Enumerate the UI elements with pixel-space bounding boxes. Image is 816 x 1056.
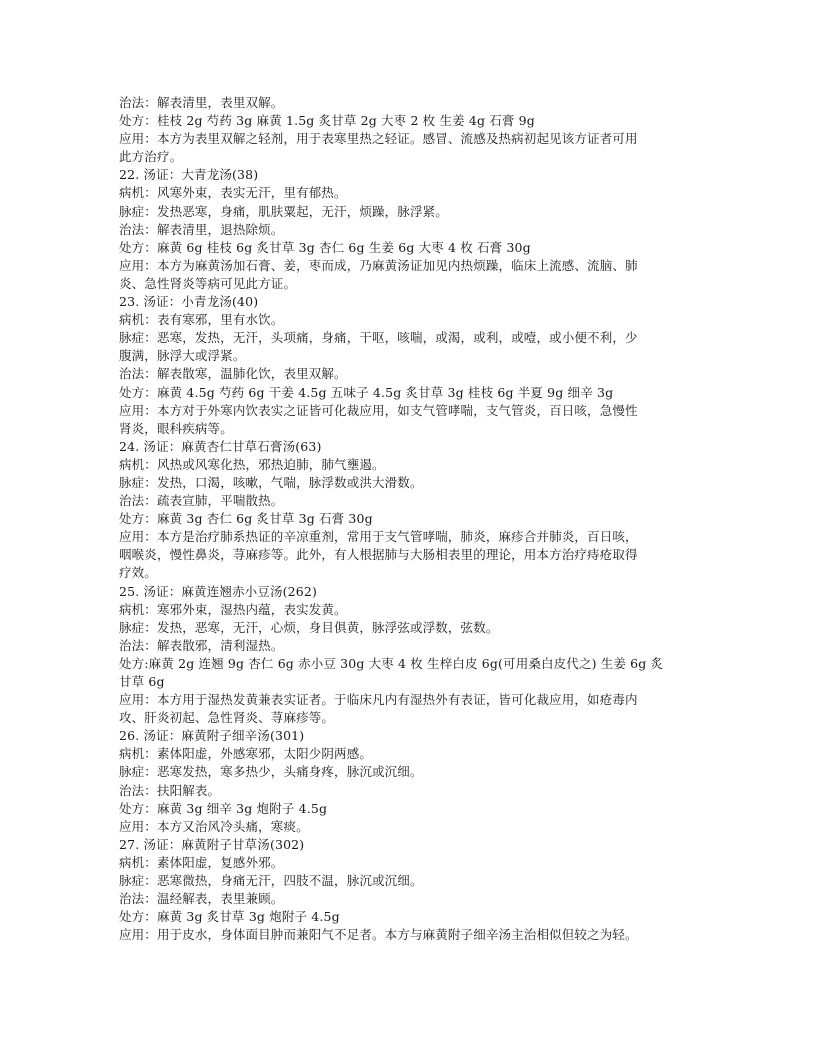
text-line: 应用：用于皮水，身体面目肿而兼阳气不足者。本方与麻黄附子细辛汤主治相似但较之为轻。: [119, 927, 638, 943]
text-line: 处方：麻黄 3g 细辛 3g 炮附子 4.5g: [119, 800, 328, 816]
text-line: 应用：本方是治疗肺系热证的辛凉重剂，常用于支气管哮喘，肺炎，麻疹合并肺炎，百日咳，: [119, 529, 638, 545]
text-line: 治法：疏表宣肺，平喘散热。: [119, 493, 284, 509]
text-line: 脉症：发热，口渴，咳嗽，气喘，脉浮数或洪大滑数。: [119, 474, 423, 490]
text-line: 病机：表有寒邪，里有水饮。: [119, 312, 284, 328]
text-line: 治法：温经解表，表里兼顾。: [119, 891, 284, 907]
text-line: 处方：麻黄 3g 杏仁 6g 炙甘草 3g 石膏 30g: [119, 511, 373, 527]
text-line: 25. 汤证：麻黄连翘赤小豆汤(262): [119, 583, 317, 599]
text-line: 脉症：发热恶寒，身痛，肌肤粟起，无汗，烦躁，脉浮紧。: [119, 203, 448, 219]
text-line: 26. 汤证：麻黄附子细辛汤(301): [119, 728, 305, 744]
text-line: 疗效。: [119, 565, 157, 581]
text-line: 治法：解表清里，表里双解。: [119, 95, 284, 110]
text-line: 脉症：恶寒，发热，无汗，头项痛，身痛，干呕，咳喘，或渴，或利，或噎，或小便不利，少: [119, 330, 638, 346]
text-line: 治法：解表散寒，温肺化饮，表里双解。: [119, 366, 347, 382]
text-line: 病机：素体阳虚，复感外邪。: [119, 854, 284, 870]
text-line: 病机：风寒外束，表实无汗，里有郁热。: [119, 185, 347, 201]
text-line: 应用：本方为麻黄汤加石膏、姜，枣而成，乃麻黄汤证加见内热烦躁，临床上流感、流脑、肺: [119, 257, 638, 273]
text-line: 腹满，脉浮大或浮紧。: [119, 348, 246, 364]
text-line: 应用：本方用于湿热发黄兼表实证者。于临床凡内有湿热外有表证，皆可化裁应用，如疮毒内: [119, 692, 638, 708]
text-line: 处方：桂枝 2g 芍药 3g 麻黄 1.5g 炙甘草 2g 大枣 2 枚 生姜 4g 石膏 9g: [119, 113, 535, 129]
text-line: 23. 汤证：小青龙汤(40): [119, 294, 259, 310]
text-line: 炎、急性肾炎等病可见此方证。: [119, 275, 297, 291]
text-line: 咽喉炎，慢性鼻炎，荨麻疹等。此外，有人根据肺与大肠相表里的理论，用本方治疗痔疮取得: [119, 547, 638, 563]
text-line: 治法：扶阳解表。: [119, 782, 221, 798]
text-line: 处方:麻黄 2g 连翘 9g 杏仁 6g 赤小豆 30g 大枣 4 枚 生梓白皮 6g(可用桑白皮代之) 生姜 6g 炙: [119, 655, 664, 671]
text-line: 27. 汤证：麻黄附子甘草汤(302): [119, 836, 305, 852]
text-line: 攻、肝炎初起、急性肾炎、荨麻疹等。: [119, 710, 335, 726]
text-line: 治法：解表散邪，清利湿热。: [119, 637, 284, 653]
text-line: 应用：本方又治风冷头痛，寒痰。: [119, 818, 309, 834]
text-line: 应用：本方对于外寒内饮表实之证皆可化裁应用，如支气管哮喘，支气管炎，百日咳，急慢性: [119, 402, 638, 418]
document-body: [119, 94, 699, 944]
text-line: 处方：麻黄 3g 炙甘草 3g 炮附子 4.5g: [119, 909, 340, 925]
text-line: 脉症：恶寒发热，寒多热少，头痛身疼，脉沉或沉细。: [119, 764, 423, 780]
text-line: 病机：寒邪外束，湿热内蕴，表实发黄。: [119, 601, 347, 617]
text-line: 此方治疗。: [119, 149, 183, 165]
text-line: 肾炎，眼科疾病等。: [119, 420, 233, 436]
text-line: 22. 汤证：大青龙汤(38): [119, 167, 259, 183]
text-line: 病机：风热或风寒化热，邪热迫肺，肺气壅遏。: [119, 456, 385, 472]
text-line: 甘草 6g: [119, 674, 165, 689]
text-line: 治法：解表清里，退热除烦。: [119, 221, 284, 237]
text-line: 应用：本方为表里双解之轻剂，用于表寒里热之轻证。感冒、流感及热病初起见该方证者可用: [119, 131, 638, 147]
text-line: 病机：素体阳虚，外感寒邪，太阳少阴两感。: [119, 746, 373, 762]
text-line: 处方：麻黄 6g 桂枝 6g 炙甘草 3g 杏仁 6g 生姜 6g 大枣 4 枚 石膏 30g: [119, 239, 531, 255]
text-line: 脉症：恶寒微热，身痛无汗，四肢不温，脉沉或沉细。: [119, 873, 423, 889]
text-line: 脉症：发热，恶寒，无汗，心烦，身目俱黄，脉浮弦或浮数，弦数。: [119, 619, 499, 635]
text-line: 24. 汤证：麻黄杏仁甘草石膏汤(63): [119, 438, 322, 454]
text-line: 处方：麻黄 4.5g 芍药 6g 干姜 4.5g 五味子 4.5g 炙甘草 3g 桂枝 6g 半夏 9g 细辛 3g: [119, 384, 614, 400]
